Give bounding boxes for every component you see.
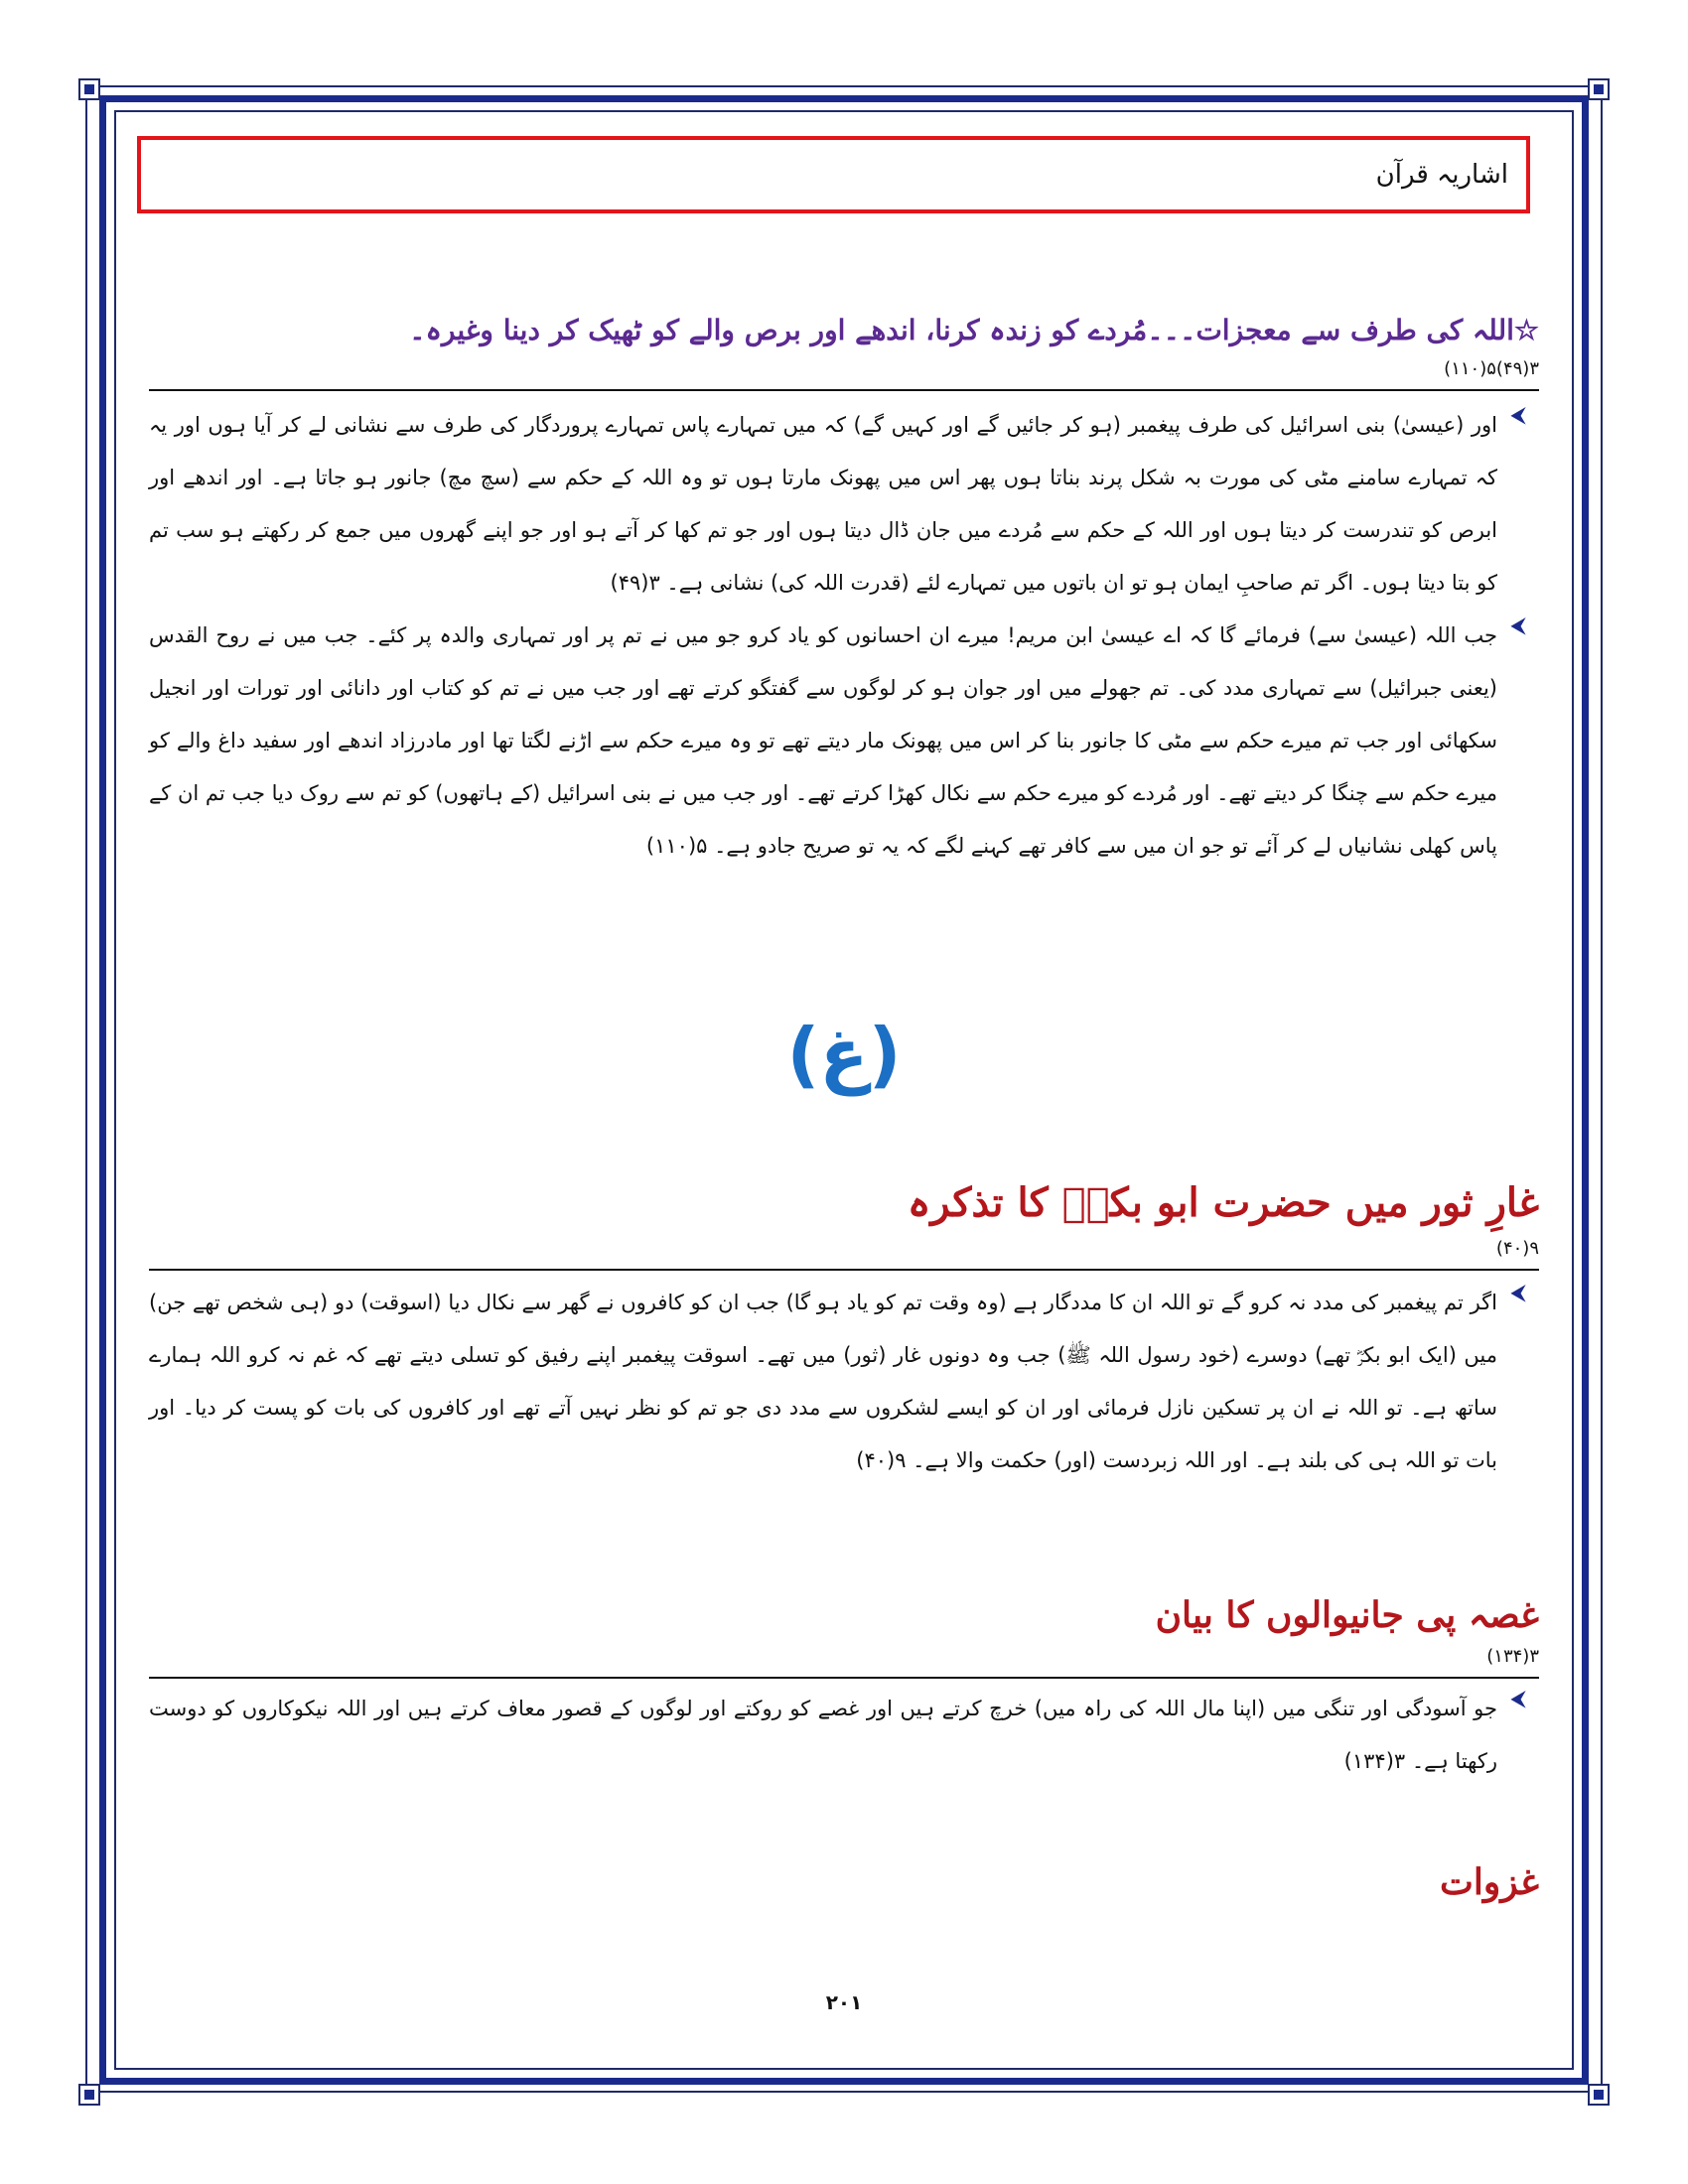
entry-text: جو آسودگی اور تنگی میں (اپنا مال اللہ کی راہ میں) خرچ کرتے ہیں اور غصے کو روکتے اور لوگوں کے قصور معاف کرتے ہیں اور اللہ نیکوکاروں کو دوست رکھتا ہے۔ ۳(۱۳۴) (149, 1697, 1497, 1773)
list-item (149, 1277, 1539, 1487)
frame-corner-top-right (1588, 78, 1610, 100)
section-heading: ☆اللہ کی طرف سے معجزات۔۔۔مُردے کو زندہ کرنا، اندھے اور برص والے کو ٹھیک کر دینا وغیرہ۔ (409, 314, 1539, 346)
section-heading: غارِ ثور میں حضرت ابو بکرؓ کا تذکرہ (907, 1179, 1539, 1226)
section-heading: غزوات (1440, 1861, 1539, 1903)
entry-text: اور (عیسیٰ) بنی اسرائیل کی طرف پیغمبر (ہو کر جائیں گے اور کہیں گے) کہ میں تمہارے پاس تمہارے پروردگار کی طرف سے نشانی لے کر آیا ہوں اور یہ کہ تمہارے سامنے مٹی کی مورت بہ شکل پرند بناتا ہوں پھر اس میں پھونک مارتا ہوں تو وہ اللہ کے حکم سے (سچ مچ) جانور ہو جاتا ہے۔ اور اندھے اور ابرص کو تندرست کر دیتا ہوں اور اللہ کے حکم سے مُردے میں جان ڈال دیتا ہوں اور جو تم کھا کر آتے ہو اور جو اپنے گھروں میں جمع کر رکھتے ہو سب تم کو بتا دیتا ہوں۔ اگر تم صاحبِ ایمان ہو تو ان باتوں میں تمہارے لئے (قدرت اللہ کی) نشانی ہے۔ ۳(۴۹) (149, 413, 1497, 595)
section-cave-thawr (149, 1179, 1539, 1487)
arrow-bullet-icon: ⮜ (1510, 614, 1526, 638)
section-miracles (149, 314, 1539, 873)
section-reference: ۳(۴۹)۵(۱۱۰) (1444, 358, 1539, 379)
section-heading: غصہ پی جانیوالوں کا بیان (1155, 1594, 1539, 1636)
page-number: ۲۰۱ (825, 1990, 863, 2014)
page-title: اشاریہ قرآن (1375, 160, 1508, 190)
arrow-bullet-icon: ⮜ (1510, 1281, 1526, 1305)
arrow-bullet-icon: ⮜ (1510, 403, 1526, 428)
frame-corner-bottom-left (78, 2084, 100, 2106)
divider (149, 1677, 1539, 1679)
frame-corner-top-left (78, 78, 100, 100)
arrow-bullet-icon: ⮜ (1510, 1687, 1526, 1711)
alphabet-letter-heading: (غ) (786, 1013, 902, 1096)
entry-text: اگر تم پیغمبر کی مدد نہ کرو گے تو اللہ ان کا مددگار ہے (وہ وقت تم کو یاد ہو گا) جب ان کو کافروں نے گھر سے نکال دیا (اسوقت) دو (ہی شخص تھے جن) میں (ایک ابو بکرؓ تھے) دوسرے (خود رسول اللہ ﷺ) جب وہ دونوں غار (ثور) میں تھے۔ اسوقت پیغمبر اپنے رفیق کو تسلی دیتے تھے کہ غم نہ کرو اللہ ہمارے ساتھ ہے۔ تو اللہ نے ان پر تسکین نازل فرمائی اور ان کو ایسے لشکروں سے مدد دی جو تم کو نظر نہیں آتے تھے اور کافروں کی بات کو پست کر دیا۔ اور بات تو اللہ ہی کی بلند ہے۔ اور اللہ زبردست (اور) حکمت والا ہے۔ ۹(۴۰) (149, 1291, 1497, 1472)
list-item (149, 610, 1539, 873)
entry-text: جب اللہ (عیسیٰ سے) فرمائے گا کہ اے عیسیٰ ابن مریم! میرے ان احسانوں کو یاد کرو جو میں نے تم پر اور تمہاری والدہ پر کئے۔ جب میں نے روح القدس (یعنی جبرائیل) سے تمہاری مدد کی۔ تم جھولے میں اور جوان ہو کر لوگوں سے گفتگو کرتے تھے اور جب میں نے تم کو کتاب اور دانائی اور تورات اور انجیل سکھائی اور جب تم میرے حکم سے مٹی کا جانور بنا کر اس میں پھونک مار دیتے تھے تو وہ میرے حکم سے اڑنے لگتا تھا اور مادرزاد اندھے اور سفید داغ والے کو میرے حکم سے چنگا کر دیتے تھے۔ اور مُردے کو میرے حکم سے نکال کھڑا کرتے تھے۔ اور جب میں نے بنی اسرائیل (کے ہاتھوں) کو تم سے روک دیا جب تم ان کے پاس کھلی نشانیاں لے کر آئے تو جو ان میں سے کافر تھے کہنے لگے کہ یہ تو صریح جادو ہے۔ ۵(۱۱۰) (148, 623, 1497, 858)
section-battles (149, 1861, 1539, 1903)
header-box (137, 136, 1530, 213)
divider (149, 1269, 1539, 1271)
list-item (149, 1683, 1539, 1788)
frame-corner-bottom-right (1588, 2084, 1610, 2106)
section-anger (149, 1594, 1539, 1788)
list-item (149, 399, 1539, 610)
section-reference: ۳(۱۳۴) (1486, 1646, 1539, 1667)
section-reference: ۹(۴۰) (1495, 1238, 1539, 1259)
divider (149, 389, 1539, 391)
